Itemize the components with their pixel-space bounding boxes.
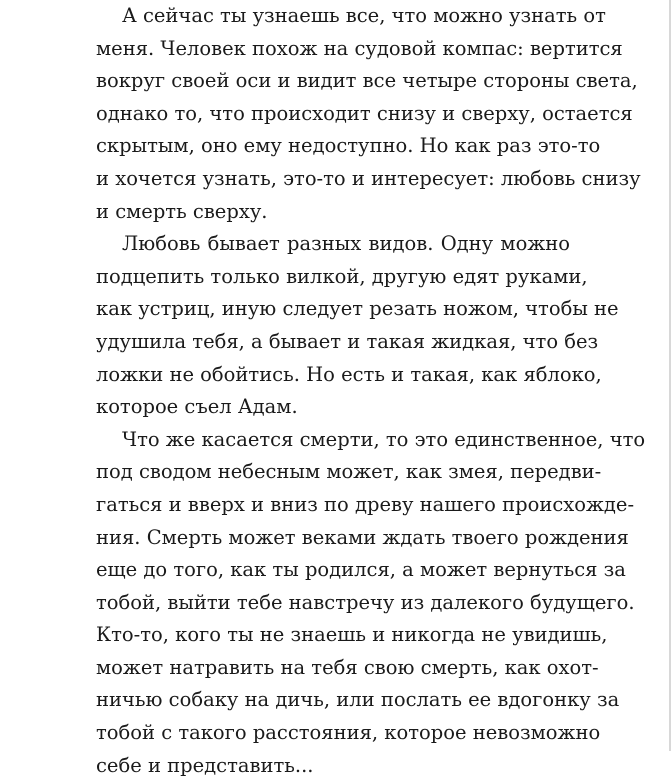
text-line: подцепить только вилкой, другую едят руками, (96, 264, 588, 288)
paragraph-2 (96, 228, 619, 424)
text-line: как устриц, иную следует резать ножом, чтобы не (96, 297, 619, 321)
text-line: удушила тебя, а бывает и такая жидкая, что без (96, 329, 599, 353)
text-line: может натравить на тебя свою смерть, как охот- (96, 655, 599, 679)
document-page (96, 0, 646, 777)
text-line: Что же касается смерти, то это единственное, что (122, 427, 646, 451)
text-line: себе и представить... (96, 753, 314, 777)
text-line: и хочется узнать, это-то и интересует: любовь снизу (96, 166, 641, 190)
paragraph-3 (96, 424, 646, 782)
text-line: ния. Смерть может веками ждать твоего рождения (96, 525, 629, 549)
text-line: А сейчас ты узнаешь все, что можно узнать от (122, 4, 606, 27)
text-line: тобой, выйти тебе навстречу из далекого будущего. (96, 590, 635, 614)
text-line: вокруг своей оси и видит все четыре стороны света, (96, 69, 638, 93)
text-line: под сводом небесным может, как змея, передви- (96, 460, 602, 484)
paragraph-1 (96, 0, 641, 228)
text-line: гаться и вверх и вниз по древу нашего происхожде- (96, 492, 635, 516)
text-line: и смерть сверху. (96, 199, 268, 223)
text-line: Любовь бывает разных видов. Одну можно (122, 232, 570, 256)
text-line: ложки не обойтись. Но есть и такая, как яблоко, (96, 362, 602, 386)
text-line: меня. Человек похож на судовой компас: вертится (96, 36, 623, 60)
text-line: скрытым, оно ему недоступно. Но как раз это-то (96, 134, 601, 158)
text-line: которое съел Адам. (96, 395, 298, 419)
text-line: однако то, что происходит снизу и сверху, остается (96, 101, 633, 125)
text-line: еще до того, как ты родился, а может вернуться за (96, 558, 626, 582)
text-line: Кто-то, кого ты не знаешь и никогда не увидишь, (96, 623, 608, 647)
text-line: тобой с такого расстояния, которое невозможно (96, 721, 601, 745)
text-line: ничью собаку на дичь, или послать ее вдогонку за (96, 688, 620, 712)
